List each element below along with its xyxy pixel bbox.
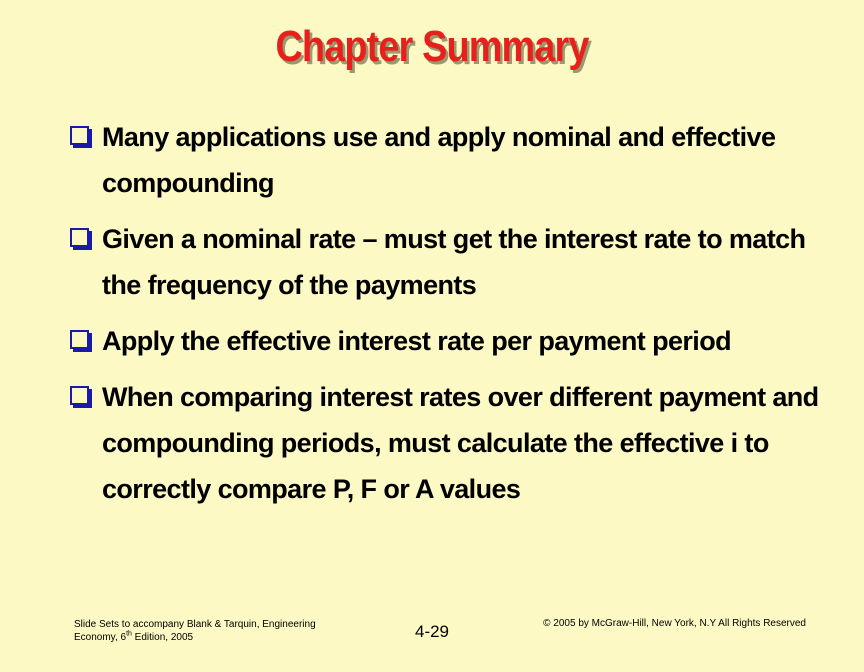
bullet-item [68,216,828,308]
bullet-text: When comparing interest rates over different payment and compounding periods, must calculate the effective i to correctly compare P, F or A values [102,382,819,504]
bullet-text: Many applications use and apply nominal and effective compounding [102,122,776,198]
bullet-text: Given a nominal rate – must get the interest rate to match the frequency of the payments [102,224,806,300]
bullet-item [68,114,828,206]
checkbox-bullet-icon [70,228,89,247]
slide-title: Chapter Summary [275,22,589,71]
footer-source-superscript: th [126,630,132,638]
bullet-item [68,318,828,364]
footer-source-year: Edition, 2005 [131,632,194,643]
bullet-text: Apply the effective interest rate per payment period [102,326,731,356]
checkbox-bullet-icon [70,330,89,349]
footer-source-line2 [74,631,354,644]
footer-copyright: © 2005 by McGraw-Hill, New York, N.Y All Rights Reserved [543,618,806,629]
checkbox-bullet-icon [70,386,89,405]
footer-source-edition: Economy, 6 [74,632,127,643]
bullet-list [68,114,828,522]
page-number: 4-29 [414,622,450,641]
bullet-item [68,374,828,512]
footer-source-line1: Slide Sets to accompany Blank & Tarquin, Engineering [74,619,316,630]
checkbox-bullet-icon [70,126,89,145]
footer-source [74,618,354,644]
